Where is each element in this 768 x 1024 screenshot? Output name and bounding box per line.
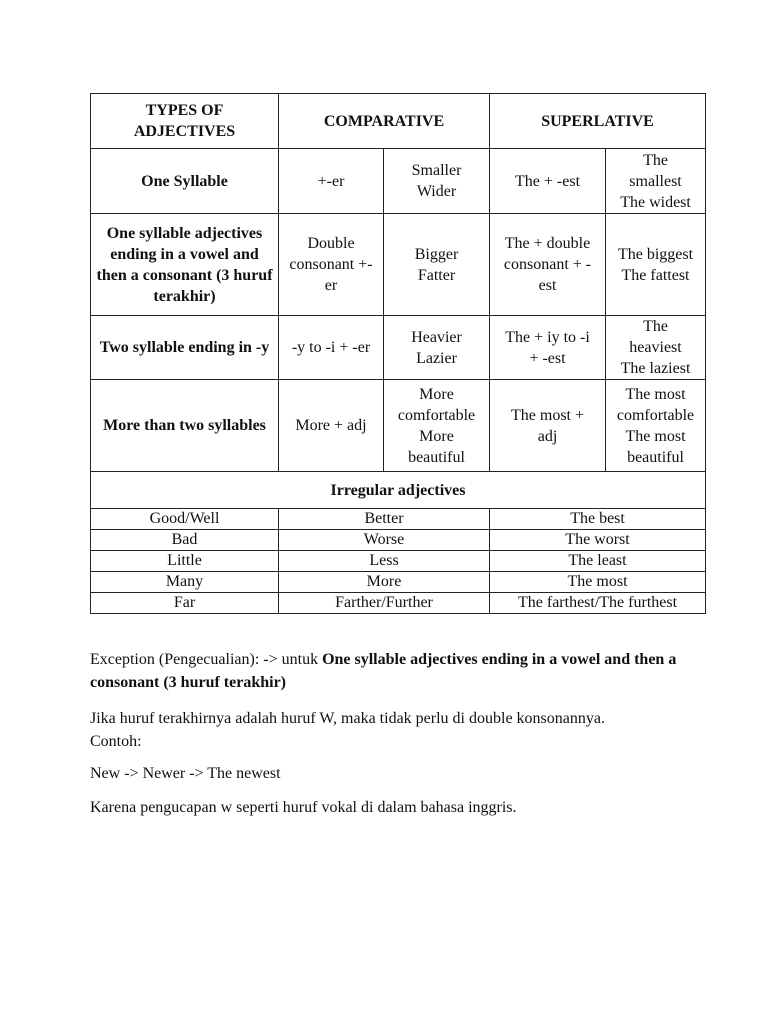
table-row — [91, 149, 706, 214]
exception-bold-text: One syllable adjectives ending in a vowel and then a consonant (3 huruf terakhir) — [90, 651, 677, 691]
table-row — [91, 214, 706, 316]
superlative-rule: The + -est — [490, 149, 606, 214]
superlative-examples: The most comfortable The most beautiful — [606, 380, 706, 472]
adjectives-table — [90, 93, 706, 614]
comparative-rule: +-er — [279, 149, 384, 214]
irregular-title-row — [91, 472, 706, 509]
comparative-rule: Double consonant +- er — [279, 214, 384, 316]
table-row — [91, 380, 706, 472]
irregular-title: Irregular adjectives — [91, 472, 706, 509]
adjective-type: More than two syllables — [91, 380, 279, 472]
irregular-comparative: Better — [279, 509, 490, 530]
example-line: New -> Newer -> The newest — [90, 765, 281, 782]
irregular-superlative: The farthest/The furthest — [490, 593, 706, 614]
irregular-base: Good/Well — [91, 509, 279, 530]
irregular-base: Little — [91, 551, 279, 572]
irregular-row — [91, 593, 706, 614]
adjective-type: One Syllable — [91, 149, 279, 214]
superlative-rule: The + double consonant + - est — [490, 214, 606, 316]
header-types: TYPES OF ADJECTIVES — [91, 94, 279, 149]
superlative-examples: The smallest The widest — [606, 149, 706, 214]
comparative-examples: More comfortable More beautiful — [384, 380, 490, 472]
irregular-row — [91, 530, 706, 551]
table-header-row — [91, 94, 706, 149]
notes-section — [90, 648, 690, 819]
irregular-superlative: The most — [490, 572, 706, 593]
irregular-superlative: The least — [490, 551, 706, 572]
comparative-examples: Heavier Lazier — [384, 316, 490, 380]
irregular-comparative: Less — [279, 551, 490, 572]
comparative-examples: Smaller Wider — [384, 149, 490, 214]
irregular-row — [91, 509, 706, 530]
adjective-type: Two syllable ending in -y — [91, 316, 279, 380]
rule-line-1: Jika huruf terakhirnya adalah huruf W, maka tidak perlu di double konsonannya. — [90, 710, 605, 727]
rule-line-2: Contoh: — [90, 733, 142, 750]
comparative-rule: More + adj — [279, 380, 384, 472]
reason-line: Karena pengucapan w seperti huruf vokal di dalam bahasa inggris. — [90, 799, 517, 816]
exception-prefix: Exception (Pengecualian): -> untuk — [90, 651, 323, 668]
irregular-base: Bad — [91, 530, 279, 551]
irregular-comparative: Farther/Further — [279, 593, 490, 614]
irregular-superlative: The best — [490, 509, 706, 530]
irregular-superlative: The worst — [490, 530, 706, 551]
comparative-examples: Bigger Fatter — [384, 214, 490, 316]
comparative-rule: -y to -i + -er — [279, 316, 384, 380]
irregular-comparative: More — [279, 572, 490, 593]
rule-paragraph — [90, 707, 690, 753]
superlative-examples: The biggest The fattest — [606, 214, 706, 316]
exception-paragraph — [90, 648, 690, 694]
header-superlative: SUPERLATIVE — [490, 94, 706, 149]
table-row — [91, 316, 706, 380]
adjective-type: One syllable adjectives ending in a vowel and then a consonant (3 huruf terakhir) — [91, 214, 279, 316]
superlative-rule: The + iy to -i + -est — [490, 316, 606, 380]
irregular-row — [91, 572, 706, 593]
superlative-rule: The most + adj — [490, 380, 606, 472]
header-comparative: COMPARATIVE — [279, 94, 490, 149]
irregular-base: Far — [91, 593, 279, 614]
irregular-base: Many — [91, 572, 279, 593]
irregular-comparative: Worse — [279, 530, 490, 551]
superlative-examples: The heaviest The laziest — [606, 316, 706, 380]
irregular-row — [91, 551, 706, 572]
